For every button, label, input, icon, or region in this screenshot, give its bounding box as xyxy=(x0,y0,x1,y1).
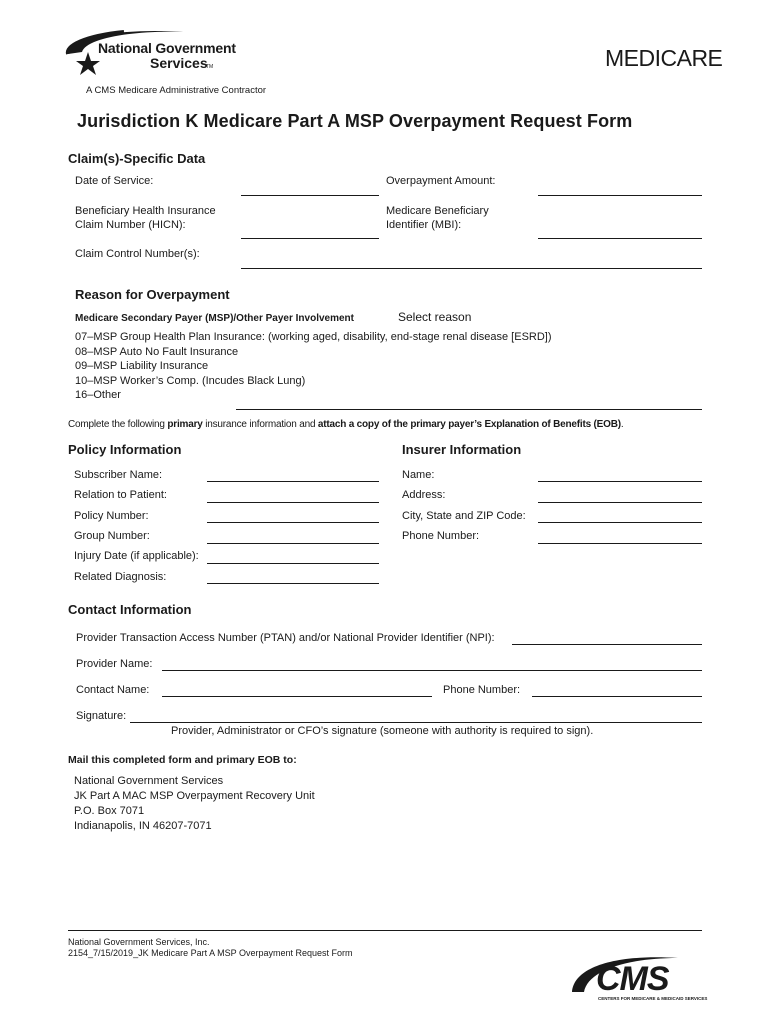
footer-rule xyxy=(68,930,702,931)
insurer-phone-label: Phone Number: xyxy=(402,530,480,542)
footer-line1: National Government Services, Inc. xyxy=(68,937,210,947)
insurer-name-label: Name: xyxy=(402,469,435,481)
overpayment-amount-field[interactable] xyxy=(538,195,702,196)
insurer-city-label: City, State and ZIP Code: xyxy=(402,510,526,522)
mbi-label-2: Identifier (MBI): xyxy=(386,219,462,231)
address-line: JK Part A MAC MSP Overpayment Recovery Unit xyxy=(74,790,315,802)
cms-wordmark: CMS xyxy=(596,960,669,998)
relation-field[interactable] xyxy=(207,502,379,503)
msp-label: Medicare Secondary Payer (MSP)/Other Payer Involvement xyxy=(75,313,354,324)
logo-line1: National Government xyxy=(98,40,236,56)
hicn-label-1: Beneficiary Health Insurance xyxy=(75,205,216,217)
relation-label: Relation to Patient: xyxy=(74,489,167,501)
insurer-name-field[interactable] xyxy=(538,481,702,482)
subscriber-name-field[interactable] xyxy=(207,481,379,482)
ccn-field[interactable] xyxy=(241,268,702,269)
footer-line2: 2154_7/15/2019_JK Medicare Part A MSP Overpayment Request Form xyxy=(68,948,353,958)
insurer-heading: Insurer Information xyxy=(402,442,522,457)
section-divider xyxy=(236,409,702,410)
ptan-field[interactable] xyxy=(512,644,702,645)
group-number-label: Group Number: xyxy=(74,530,150,542)
list-item: 09–MSP Liability Insurance xyxy=(75,360,209,372)
provider-name-field[interactable] xyxy=(162,670,702,671)
ptan-label: Provider Transaction Access Number (PTAN) and/or National Provider Identifier (NPI): xyxy=(76,632,495,644)
signature-field[interactable] xyxy=(130,722,702,723)
logo-line2: Services xyxy=(150,55,208,71)
reason-list xyxy=(75,330,552,403)
instruction-part1: Complete the following xyxy=(68,419,168,430)
logo-tm: TM xyxy=(206,64,214,70)
list-item: 16–Other xyxy=(75,389,121,401)
group-number-field[interactable] xyxy=(207,543,379,544)
contractor-tagline: A CMS Medicare Administrative Contractor xyxy=(86,85,267,96)
instruction-part5: . xyxy=(620,419,624,430)
claims-heading: Claim(s)-Specific Data xyxy=(68,151,206,166)
date-of-service-field[interactable] xyxy=(241,195,379,196)
hicn-field[interactable] xyxy=(241,238,379,239)
list-item: 10–MSP Worker’s Comp. (Incudes Black Lung) xyxy=(75,374,306,387)
subscriber-name-label: Subscriber Name: xyxy=(74,469,163,481)
address-line: National Government Services xyxy=(74,775,224,787)
reason-heading: Reason for Overpayment xyxy=(75,287,230,302)
policy-heading: Policy Information xyxy=(68,442,182,457)
cms-logo xyxy=(568,952,708,1006)
contact-name-field[interactable] xyxy=(162,696,432,697)
contact-name-label: Contact Name: xyxy=(76,684,150,696)
ngs-logo xyxy=(64,26,254,76)
policy-number-label: Policy Number: xyxy=(74,510,149,522)
address-line: Indianapolis, IN 46207-7071 xyxy=(74,820,212,832)
mbi-label-1: Medicare Beneficiary xyxy=(386,205,489,217)
mail-address xyxy=(74,774,315,834)
contact-heading: Contact Information xyxy=(68,602,192,617)
address-line: P.O. Box 7071 xyxy=(74,805,145,817)
instruction-primary: primary xyxy=(167,419,203,430)
date-of-service-label: Date of Service: xyxy=(75,175,154,187)
instruction-attach: attach a copy of the primary payer’s Explanation of Benefits (EOB) xyxy=(317,419,621,430)
cms-subtitle: CENTERS FOR MEDICARE & MEDICAID SERVICES xyxy=(598,996,708,1001)
list-item: 07–MSP Group Health Plan Insurance: (working aged, disability, end-stage renal disease [ESRD]) xyxy=(75,331,552,343)
insurer-phone-field[interactable] xyxy=(538,543,702,544)
instruction-part3: insurance information and xyxy=(202,419,318,430)
diagnosis-field[interactable] xyxy=(207,583,379,584)
signature-label: Signature: xyxy=(76,710,127,722)
instruction-text xyxy=(68,419,623,430)
overpayment-amount-label: Overpayment Amount: xyxy=(386,175,496,187)
insurer-city-field[interactable] xyxy=(538,522,702,523)
list-item: 08–MSP Auto No Fault Insurance xyxy=(75,345,239,358)
diagnosis-label: Related Diagnosis: xyxy=(74,571,167,583)
signature-note: Provider, Administrator or CFO’s signature (someone with authority is required to sign). xyxy=(171,725,594,737)
provider-name-label: Provider Name: xyxy=(76,658,153,670)
insurer-address-field[interactable] xyxy=(538,502,702,503)
injury-date-label: Injury Date (if applicable): xyxy=(74,550,199,562)
reason-select[interactable]: Select reason xyxy=(398,310,472,324)
insurer-address-label: Address: xyxy=(402,489,446,501)
contact-phone-label: Phone Number: xyxy=(443,684,521,696)
hicn-label-2: Claim Number (HICN): xyxy=(75,219,186,231)
contact-phone-field[interactable] xyxy=(532,696,702,697)
mbi-field[interactable] xyxy=(538,238,702,239)
medicare-label: MEDICARE xyxy=(605,45,723,71)
ccn-label: Claim Control Number(s): xyxy=(75,248,200,260)
policy-number-field[interactable] xyxy=(207,522,379,523)
mail-heading: Mail this completed form and primary EOB to: xyxy=(68,754,297,766)
injury-date-field[interactable] xyxy=(207,563,379,564)
page-title: Jurisdiction K Medicare Part A MSP Overpayment Request Form xyxy=(77,111,633,131)
